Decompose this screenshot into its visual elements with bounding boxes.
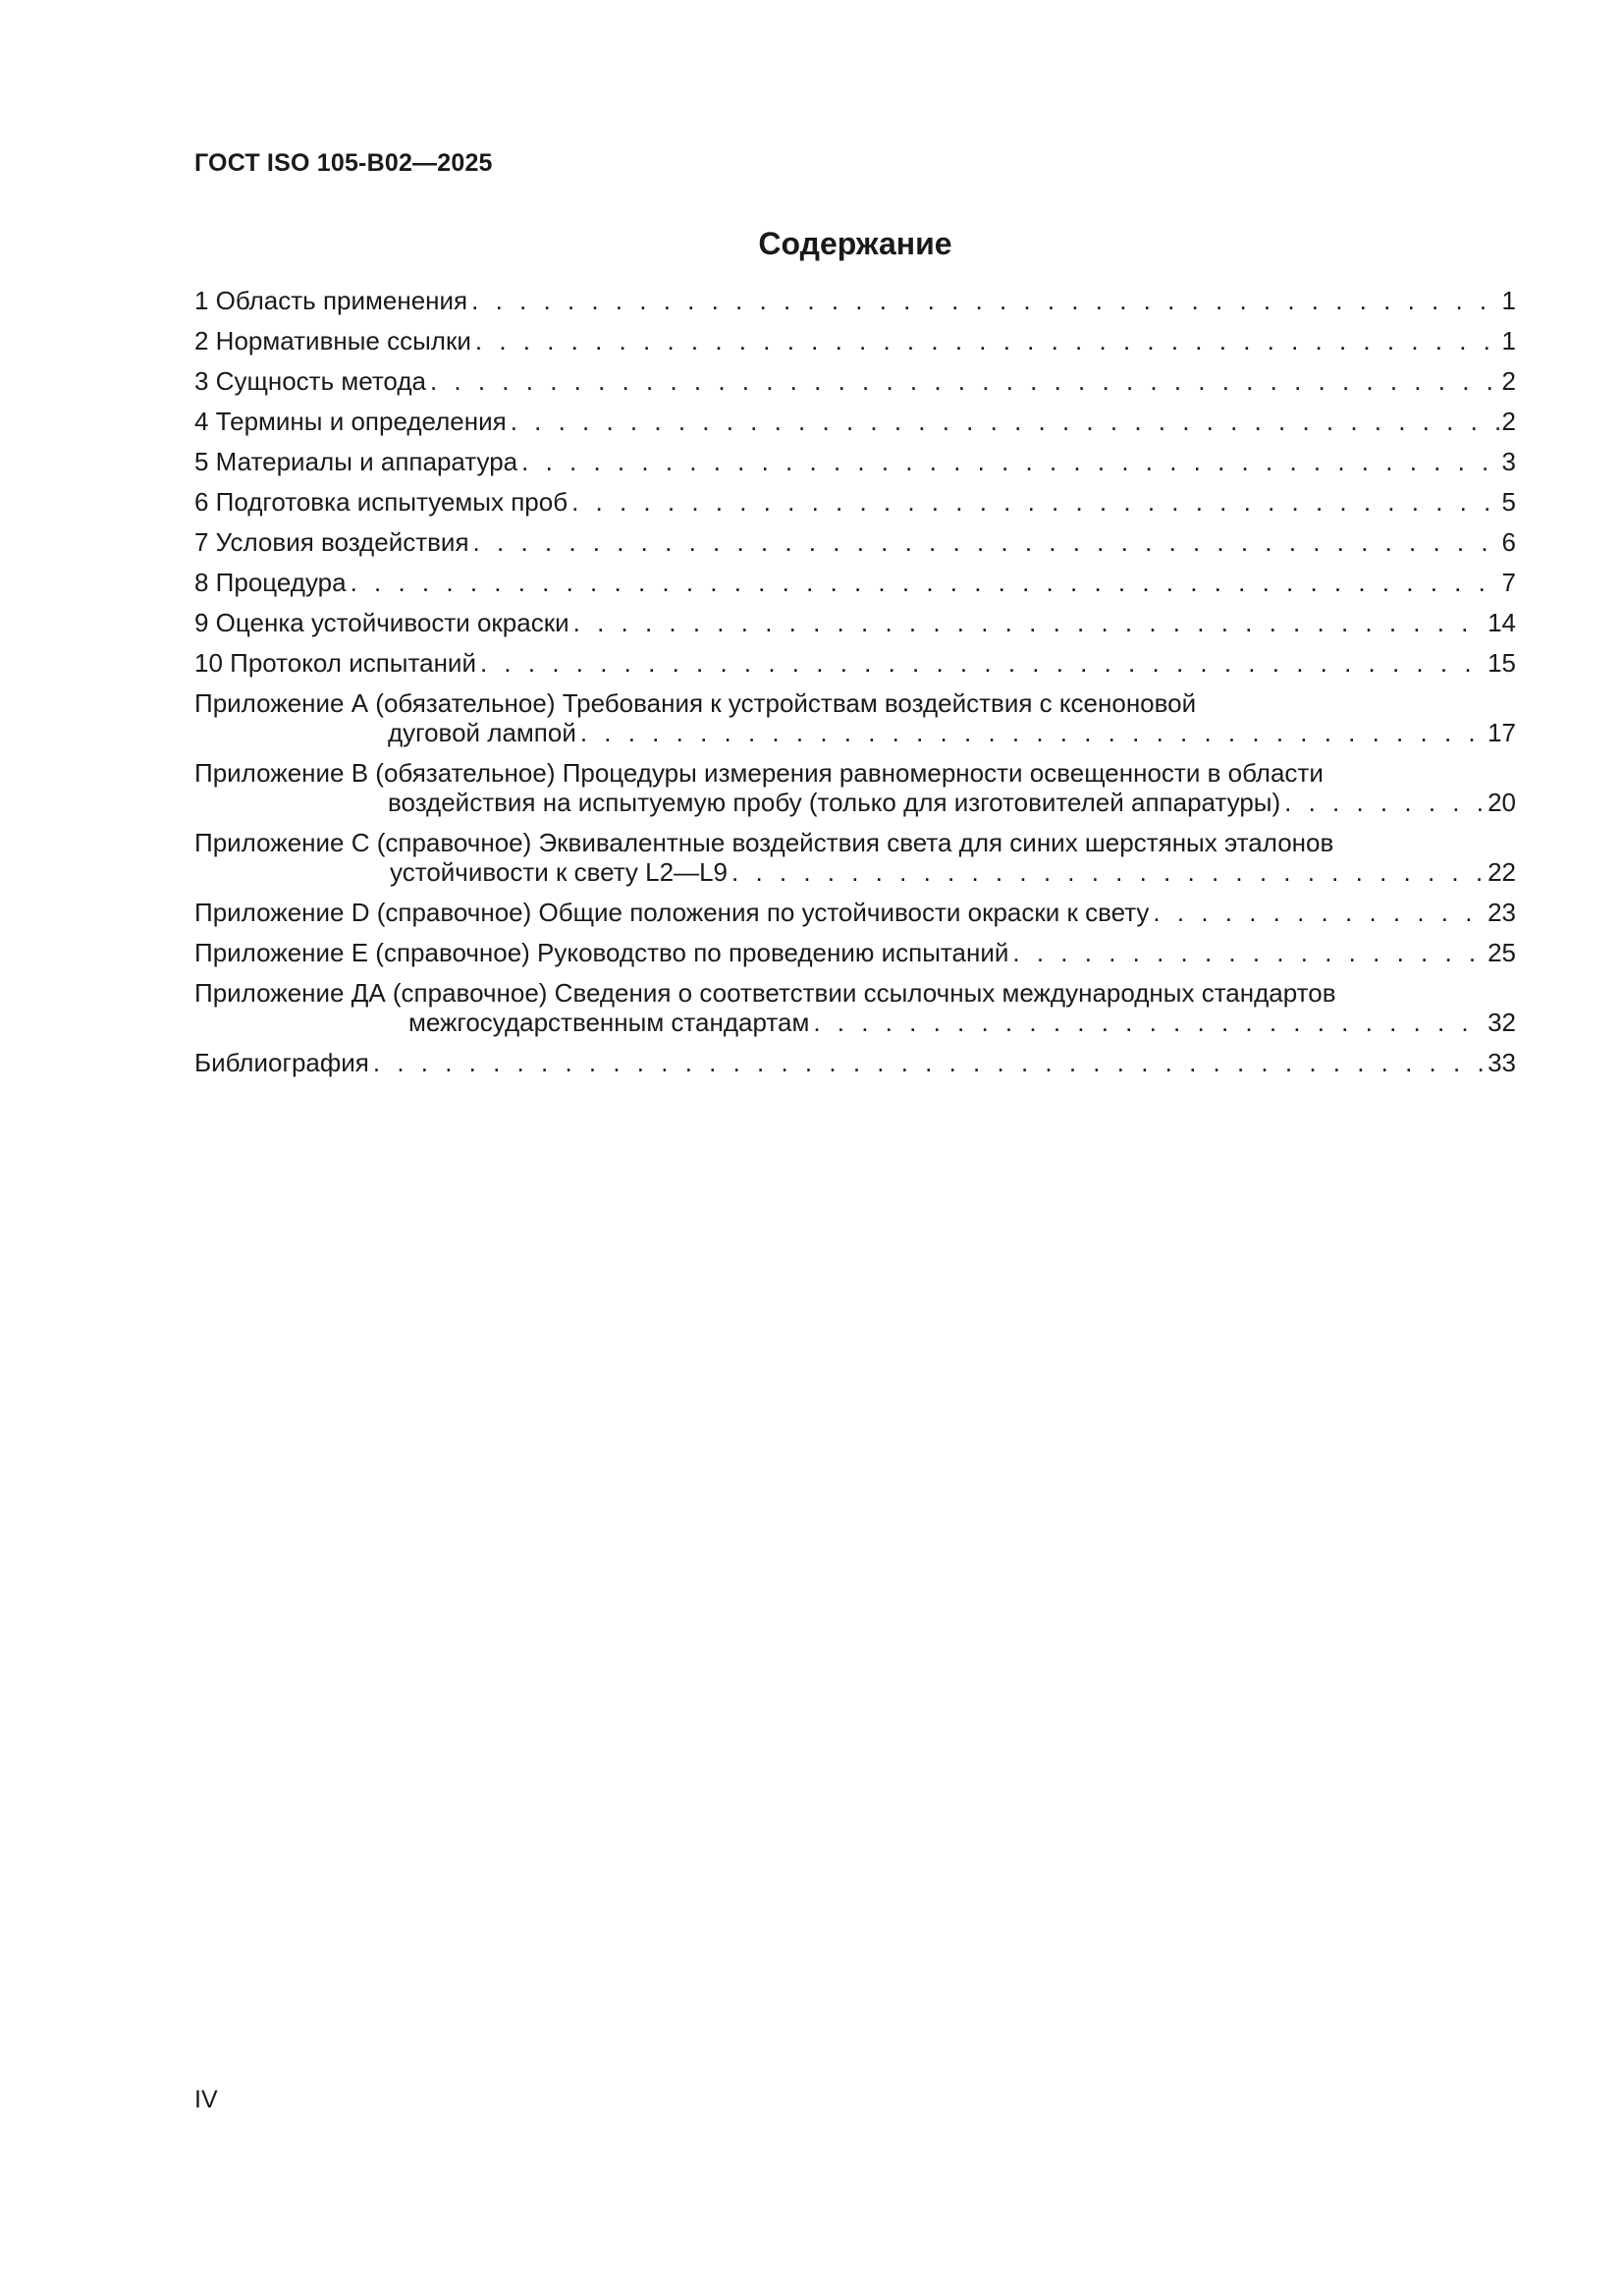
toc-leader-dots bbox=[580, 718, 1485, 747]
toc-entry-9[interactable] bbox=[194, 608, 1516, 637]
toc-entry-page: 14 bbox=[1488, 608, 1516, 637]
toc-annex-title-continued: воздействия на испытуемую пробу (только для изготовителей аппаратуры) bbox=[388, 788, 1281, 817]
toc-leader-dots bbox=[1284, 788, 1485, 817]
toc-annex-c[interactable] bbox=[194, 828, 1516, 887]
toc-entry-page: 6 bbox=[1501, 527, 1516, 557]
toc-annex-b[interactable] bbox=[194, 758, 1516, 817]
toc-annex-title: Приложение В (обязательное) Процедуры измерения равномерности освещенности в области bbox=[194, 758, 1324, 788]
toc-leader-dots bbox=[430, 366, 1499, 396]
toc-entry-4[interactable] bbox=[194, 407, 1516, 436]
toc-leader-dots bbox=[813, 1008, 1485, 1037]
toc-annex-e[interactable] bbox=[194, 938, 1516, 967]
toc-entry-1[interactable] bbox=[194, 286, 1516, 315]
toc-entry-label: 6 Подготовка испытуемых проб bbox=[194, 487, 568, 517]
page-number: IV bbox=[194, 2086, 218, 2113]
toc-entry-label: 3 Сущность метода bbox=[194, 366, 426, 396]
toc-entry-label: 5 Материалы и аппаратура bbox=[194, 447, 518, 476]
toc-entry-page: 32 bbox=[1488, 1008, 1516, 1037]
toc-entry-page: 20 bbox=[1488, 788, 1516, 817]
toc-entry-page: 2 bbox=[1501, 366, 1516, 396]
toc-annex-title-continued: межгосударственным стандартам bbox=[408, 1008, 810, 1037]
toc-leader-dots bbox=[521, 447, 1498, 476]
toc-leader-dots bbox=[351, 568, 1499, 597]
toc-entry-label: 2 Нормативные ссылки bbox=[194, 326, 471, 355]
toc-leader-dots bbox=[480, 648, 1485, 678]
toc-entry-label: 9 Оценка устойчивости окраски bbox=[194, 608, 569, 637]
toc-leader-dots bbox=[471, 286, 1498, 315]
toc-entry-label: 1 Область применения bbox=[194, 286, 468, 315]
toc-entry-page: 15 bbox=[1488, 648, 1516, 678]
toc-annex-title: Приложение ДА (справочное) Сведения о соответствии ссылочных международных стандартов bbox=[194, 978, 1336, 1008]
toc-entry-5[interactable] bbox=[194, 447, 1516, 476]
toc-bibliography[interactable] bbox=[194, 1048, 1516, 1077]
toc-entry-page: 22 bbox=[1488, 857, 1516, 887]
document-code: ГОСТ ISO 105-B02—2025 bbox=[194, 149, 493, 177]
toc-entry-label: 8 Процедура bbox=[194, 568, 347, 597]
toc-annex-da[interactable] bbox=[194, 978, 1516, 1037]
toc-leader-dots bbox=[731, 857, 1485, 887]
toc-entry-label: 7 Условия воздействия bbox=[194, 527, 469, 557]
toc-entry-label: Библиография bbox=[194, 1048, 369, 1077]
table-of-contents bbox=[194, 286, 1516, 1088]
toc-entry-page: 1 bbox=[1501, 326, 1516, 355]
toc-annex-title: Приложение С (справочное) Эквивалентные воздействия света для синих шерстяных эталонов bbox=[194, 828, 1334, 857]
toc-leader-dots bbox=[573, 608, 1485, 637]
toc-leader-dots bbox=[475, 326, 1499, 355]
toc-entry-page: 17 bbox=[1488, 718, 1516, 747]
toc-annex-title-continued: устойчивости к свету L2—L9 bbox=[390, 857, 728, 887]
toc-entry-page: 1 bbox=[1501, 286, 1516, 315]
toc-entry-7[interactable] bbox=[194, 527, 1516, 557]
toc-annex-title: Приложение D (справочное) Общие положения по устойчивости окраски к свету bbox=[194, 898, 1150, 927]
toc-entry-label: 10 Протокол испытаний bbox=[194, 648, 476, 678]
toc-annex-title-continued: дуговой лампой bbox=[388, 718, 576, 747]
toc-annex-d[interactable] bbox=[194, 898, 1516, 927]
toc-entry-3[interactable] bbox=[194, 366, 1516, 396]
toc-entry-8[interactable] bbox=[194, 568, 1516, 597]
toc-leader-dots bbox=[373, 1048, 1485, 1077]
toc-leader-dots bbox=[473, 527, 1499, 557]
toc-entry-page: 33 bbox=[1488, 1048, 1516, 1077]
toc-title: Содержание bbox=[758, 226, 952, 261]
toc-leader-dots bbox=[1153, 898, 1485, 927]
toc-entry-2[interactable] bbox=[194, 326, 1516, 355]
toc-entry-page: 7 bbox=[1501, 568, 1516, 597]
toc-leader-dots bbox=[1012, 938, 1485, 967]
toc-annex-title: Приложение Е (справочное) Руководство по проведению испытаний bbox=[194, 938, 1009, 967]
toc-entry-page: 2 bbox=[1501, 407, 1516, 436]
toc-entry-page: 23 bbox=[1488, 898, 1516, 927]
toc-annex-title: Приложение А (обязательное) Требования к устройствам воздействия с ксеноновой bbox=[194, 688, 1197, 718]
toc-entry-page: 3 bbox=[1501, 447, 1516, 476]
toc-annex-a[interactable] bbox=[194, 688, 1516, 747]
toc-entry-label: 4 Термины и определения bbox=[194, 407, 507, 436]
toc-entry-10[interactable] bbox=[194, 648, 1516, 678]
toc-leader-dots bbox=[571, 487, 1498, 517]
toc-leader-dots bbox=[511, 407, 1499, 436]
toc-entry-page: 5 bbox=[1501, 487, 1516, 517]
toc-entry-6[interactable] bbox=[194, 487, 1516, 517]
toc-entry-page: 25 bbox=[1488, 938, 1516, 967]
